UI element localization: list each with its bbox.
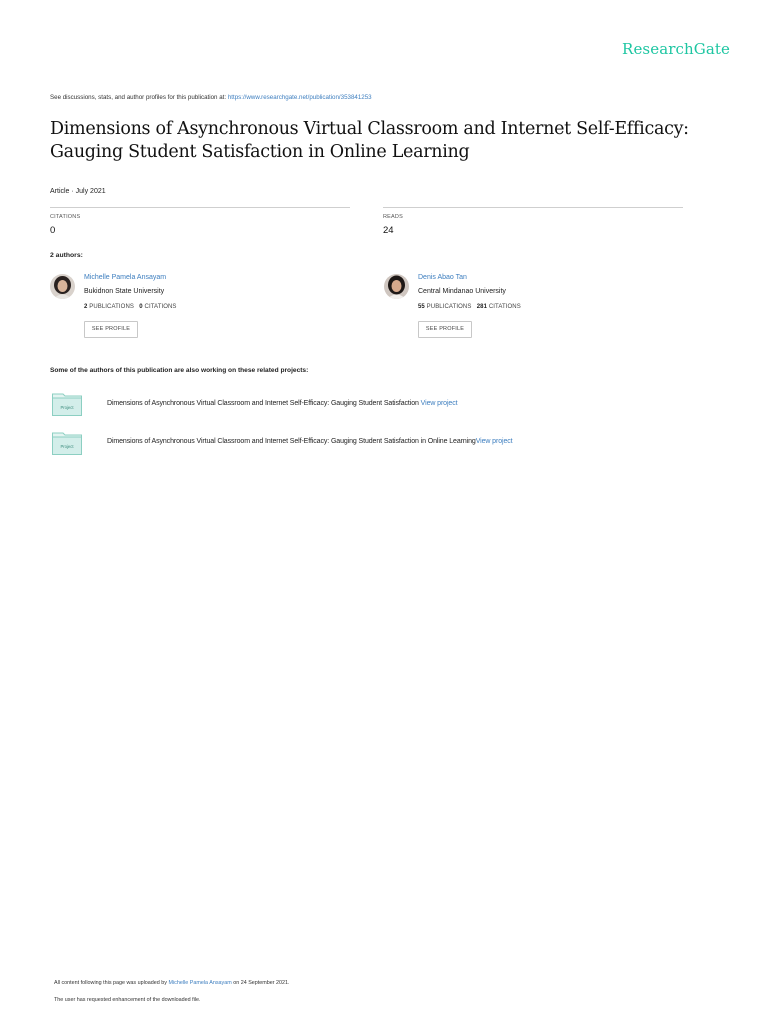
project-title: Dimensions of Asynchronous Virtual Classroom and Internet Self-Efficacy: Gauging Student Satisfaction in Online Learning [107,438,476,445]
project-title: Dimensions of Asynchronous Virtual Classroom and Internet Self-Efficacy: Gauging Student Satisfaction [107,400,419,407]
citations-label: CITATIONS [144,304,177,310]
title-line-1: Dimensions of Asynchronous Virtual Classroom and Internet Self-Efficacy: [50,119,689,139]
citations-count: 281 [476,304,488,310]
citations-count: 0 [139,304,143,310]
project-folder-icon [52,431,82,455]
reads-divider [383,207,683,208]
author-photo-icon [50,274,75,299]
see-profile-button[interactable]: SEE PROFILE [84,321,138,338]
related-projects-heading: Some of the authors of this publication are also working on these related projects: [50,367,309,374]
view-project-link[interactable]: View project [475,438,513,445]
avatar[interactable] [384,274,409,299]
uploader-link[interactable]: Michelle Pamela Ansayam [168,980,232,986]
project-icon-label: Project [60,444,74,449]
related-project-item [107,400,457,407]
project-icon-label: Project [60,405,74,410]
author-stats [418,304,521,310]
intro-line [50,94,372,101]
author-name-link[interactable]: Michelle Pamela Ansayam [84,274,167,281]
reads-label: READS [383,214,403,220]
author-stats [84,304,177,310]
project-folder-icon [52,392,82,416]
related-project-item [107,438,513,445]
researchgate-logo[interactable]: ResearchGate [622,40,730,58]
citations-value: 0 [50,225,56,236]
author-institution: Central Mindanao University [418,288,506,295]
publication-title [50,118,730,164]
author-photo-icon [384,274,409,299]
enhancement-note: The user has requested enhancement of the downloaded file. [54,997,201,1003]
author-name-link[interactable]: Denis Abao Tan [418,274,467,281]
citations-divider [50,207,350,208]
publications-label: PUBLICATIONS [89,304,134,310]
publications-label: PUBLICATIONS [426,304,472,310]
article-meta: Article · July 2021 [50,188,106,195]
publications-count: 55 [418,304,425,310]
upload-prefix: All content following this page was uploaded by [54,980,169,986]
authors-heading: 2 authors: [50,252,83,259]
citations-label: CITATIONS [488,304,521,310]
intro-text: See discussions, stats, and author profiles for this publication at: [50,94,228,101]
publication-url-link[interactable]: https://www.researchgate.net/publication/353841253 [227,94,372,101]
author-institution: Bukidnon State University [84,288,165,295]
title-line-2: Gauging Student Satisfaction in Online Learning [50,142,470,162]
upload-suffix: on 24 September 2021. [231,980,290,986]
see-profile-button[interactable]: SEE PROFILE [418,321,472,338]
avatar[interactable] [50,274,75,299]
publications-count: 2 [84,304,88,310]
citations-label: CITATIONS [50,214,81,220]
view-project-link[interactable]: View project [420,400,458,407]
upload-note [54,980,290,986]
reads-value: 24 [383,225,394,236]
